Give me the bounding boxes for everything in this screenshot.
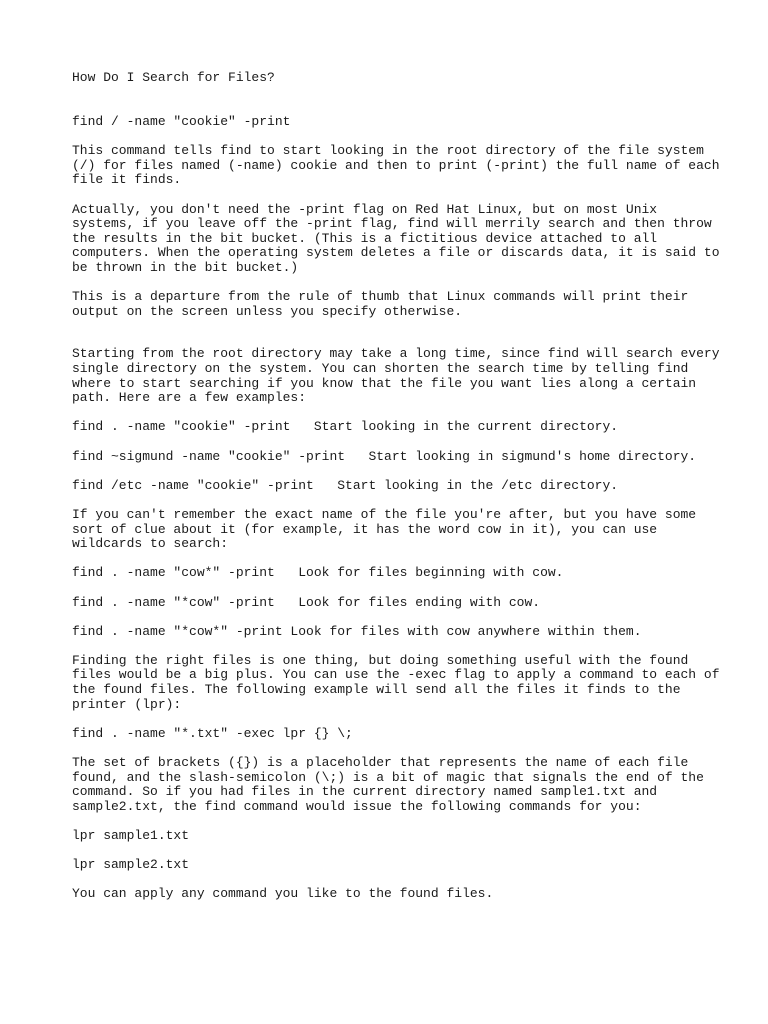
paragraph-line: printer (lpr): bbox=[72, 696, 182, 712]
paragraph-line: the results in the bit bucket. (This is a fictitious device attached to all bbox=[72, 230, 658, 246]
command-example-root: find / -name "cookie" -print bbox=[72, 114, 291, 130]
paragraph-wildcards bbox=[72, 508, 712, 552]
closing-sentence: You can apply any command you like to the found files. bbox=[72, 886, 494, 902]
paragraph-line: computers. When the operating system deletes a file or discards data, it is said to bbox=[72, 245, 720, 261]
paragraph-line: files would be a big plus. You can use the -exec flag to apply a command to each of bbox=[72, 667, 720, 683]
command-example-current-dir: find . -name "cookie" -print Start looking in the current directory. bbox=[72, 419, 619, 435]
paragraph-line: be thrown in the bit bucket.) bbox=[72, 260, 299, 276]
paragraph-line: file it finds. bbox=[72, 172, 182, 188]
command-example-home-dir: find ~sigmund -name "cookie" -print Start looking in sigmund's home directory. bbox=[72, 448, 697, 464]
paragraph-brackets bbox=[72, 756, 712, 814]
paragraph-line: command. So if you had files in the current directory named sample1.txt and bbox=[72, 784, 658, 800]
paragraph-find-explanation bbox=[72, 143, 720, 188]
paragraph-line: Starting from the root directory may take a long time, since find will search every bbox=[72, 346, 720, 362]
paragraph-search-time bbox=[72, 346, 720, 406]
paragraph-rule-of-thumb bbox=[72, 290, 712, 319]
command-example-any-cow: find . -name "*cow*" -print Look for files with cow anywhere within them. bbox=[72, 623, 642, 639]
command-example-begin-cow: find . -name "cow*" -print Look for files beginning with cow. bbox=[72, 565, 564, 581]
paragraph-line: systems, if you leave off the -print flag, find will merrily search and then throw bbox=[72, 216, 712, 232]
paragraph-line: wildcards to search: bbox=[72, 536, 229, 552]
command-example-end-cow: find . -name "*cow" -print Look for files ending with cow. bbox=[72, 594, 541, 610]
paragraph-line: where to start searching if you know that the file you want lies along a certain bbox=[72, 375, 697, 391]
document-title: How Do I Search for Files? bbox=[72, 70, 275, 85]
paragraph-line: This command tells find to start looking in the root directory of the file system bbox=[72, 143, 704, 159]
paragraph-line: (/) for files named (-name) cookie and then to print (-print) the full name of each bbox=[72, 157, 720, 173]
paragraph-line: the found files. The following example will send all the files it finds to the bbox=[72, 682, 681, 698]
command-example-exec-lpr: find . -name "*.txt" -exec lpr {} \; bbox=[72, 725, 353, 741]
document-page bbox=[72, 70, 720, 902]
paragraph-line: sort of clue about it (for example, it has the word cow in it), you can use bbox=[72, 521, 658, 537]
paragraph-line: path. Here are a few examples: bbox=[72, 390, 307, 406]
paragraph-line: found, and the slash-semicolon (\;) is a bit of magic that signals the end of the bbox=[72, 769, 704, 785]
paragraph-line: single directory on the system. You can shorten the search time by telling find bbox=[72, 361, 689, 376]
paragraph-line: If you can't remember the exact name of the file you're after, but you have some bbox=[72, 506, 697, 522]
paragraph-line: sample2.txt, the find command would issue the following commands for you: bbox=[72, 798, 642, 814]
paragraph-line: Finding the right files is one thing, but doing something useful with the found bbox=[72, 652, 689, 668]
paragraph-line: output on the screen unless you specify otherwise. bbox=[72, 303, 463, 319]
command-lpr-sample2: lpr sample2.txt bbox=[72, 857, 190, 873]
paragraph-print-flag bbox=[72, 201, 720, 276]
paragraph-line: Actually, you don't need the -print flag on Red Hat Linux, but on most Unix bbox=[72, 201, 658, 217]
command-example-etc-dir: find /etc -name "cookie" -print Start looking in the /etc directory. bbox=[72, 477, 619, 493]
paragraph-line: This is a departure from the rule of thumb that Linux commands will print their bbox=[72, 289, 689, 305]
paragraph-exec-flag bbox=[72, 652, 720, 712]
paragraph-line: The set of brackets ({}) is a placeholder that represents the name of each file bbox=[72, 755, 689, 771]
command-lpr-sample1: lpr sample1.txt bbox=[72, 828, 190, 843]
